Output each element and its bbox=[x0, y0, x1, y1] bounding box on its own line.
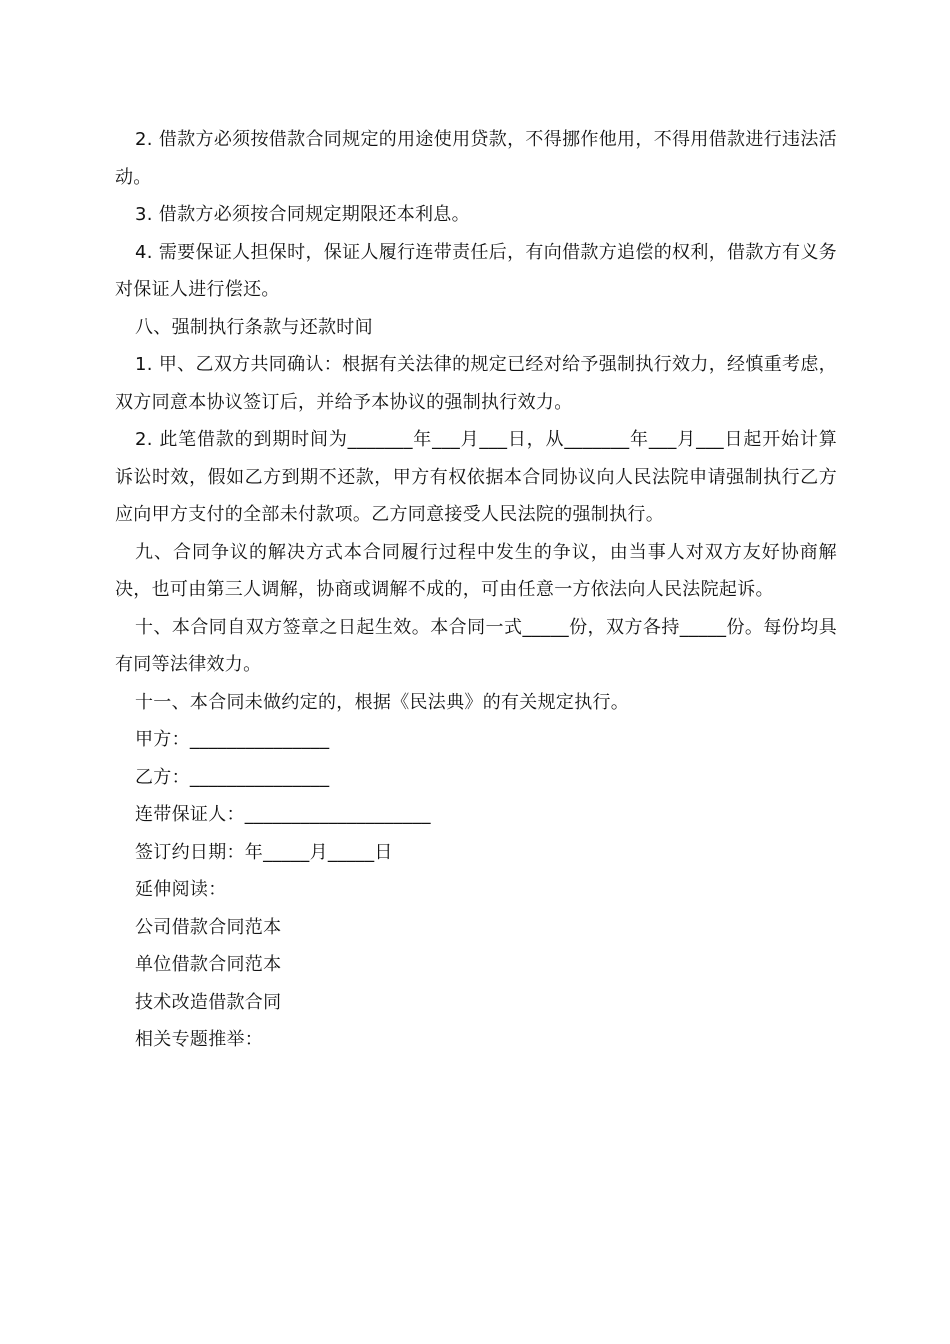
further-reading-item: 单位借款合同范本 bbox=[135, 954, 282, 975]
party-b-signature-line: 乙方：_______________ bbox=[135, 766, 330, 788]
related-topics-heading: 相关专题推举： bbox=[135, 1029, 264, 1050]
section-9-dispute-resolution: 九、合同争议的解决方式本合同履行过程中发生的争议，由当事人对双方友好协商解决，也可由第三人调解，协商或调解不成的，可由任意一方依法向人民法院起诉。 bbox=[115, 541, 837, 600]
further-reading-item: 技术改造借款合同 bbox=[135, 991, 282, 1013]
section-11-other-provisions: 十一、本合同未做约定的，根据《民法典》的有关规定执行。 bbox=[135, 691, 630, 713]
further-reading-item: 公司借款合同范本 bbox=[135, 916, 282, 938]
clause-8-2-due-date: 2. 此笔借款的到期时间为_______年___月___日，从_______年___月___日起开始计算诉讼时效，假如乙方到期不还款，甲方有权依据本合同协议向人民法院申请强制执行乙方应向甲方支付的全部未付款项。乙方同意接受人民法院的强制执行。 bbox=[115, 429, 837, 525]
party-a-signature-line: 甲方：_______________ bbox=[135, 729, 330, 750]
clause-8-1-enforcement: 1. 甲、乙双方共同确认：根据有关法律的规定已经对给予强制执行效力，经慎重考虑，双方同意本协议签订后，并给予本协议的强制执行效力。 bbox=[115, 354, 837, 413]
clause-4-guarantor-recourse: 4. 需要保证人担保时，保证人履行连带责任后，有向借款方追偿的权利，借款方有义务对保证人进行偿还。 bbox=[115, 241, 837, 300]
section-8-heading: 八、强制执行条款与还款时间 bbox=[135, 316, 373, 338]
document-body bbox=[115, 121, 837, 1059]
guarantor-signature-line: 连带保证人：____________________ bbox=[135, 804, 431, 825]
clause-3-repayment-term: 3. 借款方必须按合同规定期限还本利息。 bbox=[135, 204, 470, 225]
clause-2-loan-purpose: 2. 借款方必须按借款合同规定的用途使用贷款，不得挪作他用，不得用借款进行违法活动。 bbox=[115, 129, 837, 188]
signing-date-line: 签订约日期：年_____月_____日 bbox=[135, 841, 393, 863]
further-reading-heading: 延伸阅读： bbox=[135, 879, 227, 900]
section-10-effectiveness: 十、本合同自双方签章之日起生效。本合同一式_____份，双方各持_____份。每份均具有同等法律效力。 bbox=[115, 616, 837, 675]
